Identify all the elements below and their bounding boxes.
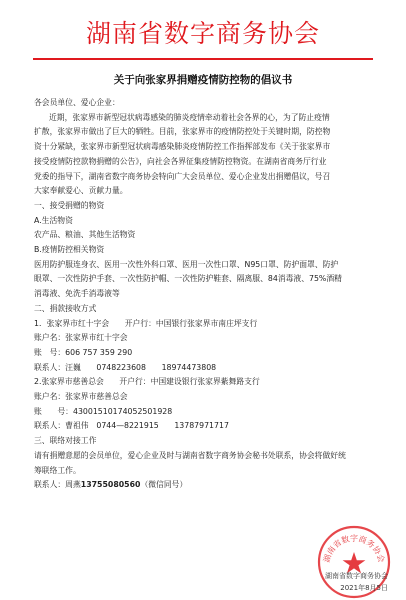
list-item: A.生活物资: [34, 215, 73, 225]
coord-line: 筹联络工作。: [34, 465, 81, 475]
list-item-detail: 农产品、粮油、其他生活物资: [34, 230, 136, 240]
account-number: 账 号：606 757 359 290: [34, 347, 133, 357]
header-divider: [33, 58, 373, 60]
contact-phone: 13755080560: [80, 480, 141, 490]
salutation: 各会员单位、爱心企业：: [34, 98, 120, 107]
account-name: 账户名：张家界市慈善总会: [34, 392, 128, 402]
bank-line: 1．张家界市红十字会 开户行：中国银行张家界市南庄坪支行: [34, 318, 258, 328]
intro-line: 党委的指导下，湖南省数字商务协会特向广大会员单位、爱心企业发出捐赠倡议，号召: [34, 171, 331, 181]
intro-line: 近期，张家界市新型冠状病毒感染的肺炎疫情牵动着社会各界的心，为了防止疫情: [49, 112, 330, 122]
contact-note: （微信同号）: [140, 480, 188, 490]
org-letterhead: 湖南省数字商务协会: [85, 19, 320, 48]
list-item: B.疫情防控相关物资: [34, 245, 105, 255]
list-item-detail: 消毒液、免洗手消毒液等: [34, 289, 120, 299]
section-heading: 二、捐款接收方式: [34, 303, 97, 313]
document-title: 关于向张家界捐赠疫情防控物的倡议书: [113, 74, 293, 86]
account-name: 账户名：张家界市红十字会: [34, 333, 128, 343]
intro-line: 大家奉献爱心、贡献力量。: [34, 186, 128, 196]
intro-line: 扩散，张家界市做出了巨大的牺牲。目前，张家界市的疫情防控处于关键时期，防控物: [34, 127, 331, 137]
section-heading: 三、联络对接工作: [34, 436, 97, 446]
contact-line: 联系人：曹祖伟 0744—8221915 13787971717: [34, 421, 229, 431]
signature-date: 2021年8月5日: [340, 584, 388, 592]
section-heading: 一、接受捐赠的物资: [34, 200, 105, 210]
intro-line: 资十分紧缺，张家界市新型冠状病毒感染肺炎疫情防控工作指挥部发布《关于张家界市: [34, 142, 331, 152]
contact-name: 联系人：周燕: [34, 480, 81, 490]
bank-line: 2.张家界市慈善总会 开户行：中国建设银行张家界紫舞路支行: [34, 377, 260, 387]
contact-line: [34, 478, 372, 493]
list-item-detail: 眼罩、一次性防护手套、一次性防护帽、一次性防护鞋套、隔离服、84消毒液、75%酒精: [34, 274, 342, 284]
signature-org: 湖南省数字商务协会: [325, 572, 388, 580]
document-body: [34, 96, 372, 493]
coord-line: 请有捐赠意愿的会员单位，爱心企业及时与湖南省数字商务协会秘书处联系，协会将做好统: [34, 450, 346, 460]
list-item-detail: 医用防护服连身衣、医用一次性外科口罩、医用一次性口罩、N95口罩、防护面罩、防护: [34, 259, 339, 269]
account-number: 账 号：43001510174052501928: [34, 406, 173, 416]
contact-line: 联系人：汪巍 0748223608 18974473808: [34, 362, 217, 372]
seal-text: 湖南省数字商务协会: [322, 534, 386, 564]
intro-line: 接受疫情防控款物捐赠的公告》，向社会各界征集疫情防控物资。在湖南省商务厅行业: [34, 156, 327, 166]
